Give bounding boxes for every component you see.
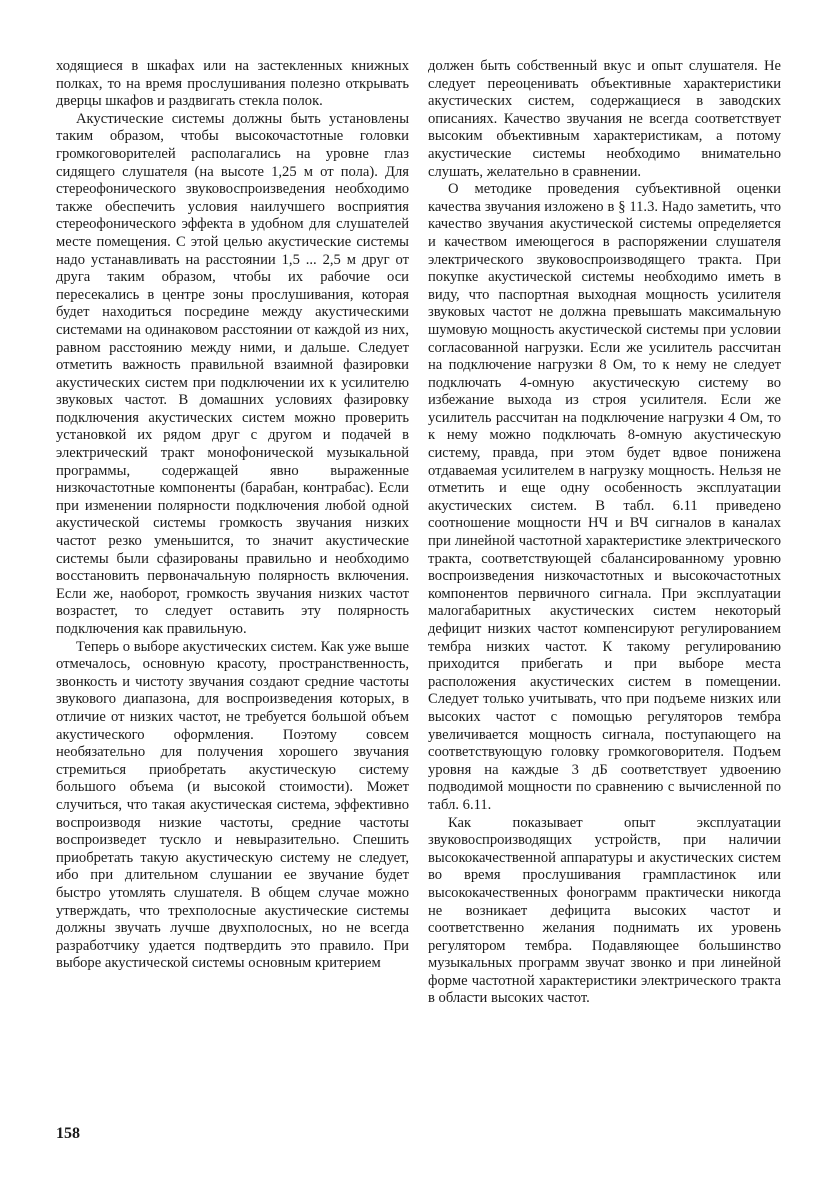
paragraph-speaker-placement: Акустические системы должны быть установлены таким образом, чтобы высокочастотные головки громкоговорителей располагались на уровне глаз сидящего слушателя (на высоте 1,25 м от пола). Для стереофонического звуковоспроизведения необходимо также обеспечить условия наилучшего восприятия стереофонического эффекта в удобном для слушателей месте помещения. С этой целью акустические системы надо устанавливать на расстоянии 1,5 ... 2,5 м друг от друга таким образом, чтобы их рабочие оси пересекались в центре зоны прослушивания, которая будет находиться посредине между акустическими системами на одинаковом расстоянии от каждой из них, равном расстоянию между ними, и дальше. Следует отметить важность правильной взаимной фазировки акустических систем при подключении их к усилителю звуковых частот. В домашних условиях фазировку подключения акустических систем можно проверить установкой их рядом друг с другом и подачей в электрический тракт монофонической музыкальной программы, содержащей явно выраженные низкочастотные компоненты (барабан, контрабас). Если при изменении полярности подключения любой одной акустической системы громкость звучания низких частот резко уменьшится, то значит акустические системы были сфазированы правильно и необходимо восстановить первоначальную полярность включения. Если же, наоборот, громкость звучания низких частот возрастет, то следует оставить эту полярность подключения как правильную.: [56, 110, 409, 637]
paragraph-continuation: ходящиеся в шкафах или на застекленных книжных полках, то на время прослушивания полезно открывать дверцы шкафов и раздвигать стекла полок.: [56, 58, 409, 110]
paragraph-speaker-choice: Теперь о выборе акустических систем. Как уже выше отмечалось, основную красоту, пространственность, звонкость и чистоту звучания создают средние частоты звукового диапазона, для воспроизведения которых, в отличие от низких частот, не требуется большой объем акустического оформления. Поэтому совсем необязательно для получения хорошего звучания стремиться приобретать акустическую систему большого объема (и высокой стоимости). Может случиться, что такая акустическая система, эффективно воспроизводя низкие частоты, средние частоты воспроизведет тускло и невыразительно. Спешить приобретать такую акустическую систему не следует, ибо при длительном слушании ее звучание будет быстро утомлять слушателя. В общем случае можно утверждать, что трехполосные акустические системы должны звучать лучше двухполосных, но не всегда разработчику удается подтвердить это правило. При выборе акустической системы основным критерием: [56, 638, 409, 972]
right-column: [428, 58, 781, 1008]
left-column: [56, 58, 409, 973]
paragraph-listener-taste: должен быть собственный вкус и опыт слушателя. Не следует переоценивать объективные характеристики акустических систем, содержащиеся в заводских описаниях. Качество звучания не всегда соответствует высоким объективным характеристикам, а потому акустические системы необходимо внимательно слушать, желательно в сравнении.: [428, 58, 781, 180]
paragraph-evaluation-method: О методике проведения субъективной оценки качества звучания изложено в § 11.3. Надо заметить, что качество звучания акустической системы определяется и качеством имеющегося в распоряжении слушателя электрического звуковоспроизводящего тракта. При покупке акустической системы необходимо иметь в виду, что паспортная выходная мощность усилителя звуковых частот не должна превышать максимальную шумовую мощность акустической системы при условии согласованной нагрузки. Если же усилитель рассчитан на подключение нагрузки 8 Ом, то к нему не следует подключать 4-омную акустическую систему во избежание выхода из строя усилителя. Если же усилитель рассчитан на подключение нагрузки 4 Ом, то к нему можно подключать 8-омную акустическую систему, правда, при этом будет вдвое понижена отдаваемая усилителем в нагрузку мощность. Нельзя не отметить и еще одну особенность эксплуатации акустических систем. В табл. 6.11 приведено соотношение мощности НЧ и ВЧ сигналов в каналах при линейной частотной характеристике электрического тракта, соответствующей сбалансированному уровню воспроизведения низкочастотных и высокочастотных компонентов первичного сигнала. При эксплуатации малогабаритных акустических систем некоторый дефицит низких частот компенсируют регулированием тембра низких частот. К такому регулированию приходится прибегать и при выборе места расположения акустических систем в помещении. Следует только учитывать, что при подъеме низких или высоких частот с помощью регуляторов тембра увеличивается мощность сигнала, поступающего на соответствующую головку громкоговорителя. Подъем уровня на каждые 3 дБ соответствует удвоению подводимой мощности по сравнению с вычисленной по табл. 6.11.: [428, 181, 781, 813]
page-number: 158: [56, 1125, 80, 1142]
paragraph-operating-experience: Как показывает опыт эксплуатации звуковоспроизводящих устройств, при наличии высококачественной аппаратуры и акустических систем во время прослушивания грампластинок или высококачественных фонограмм практически никогда не возникает дефицита высоких частот и соответственно желания поднимать их уровень регулятором тембра. Подавляющее большинство музыкальных программ звучат звонко и при линейной форме частотной характеристики электрического тракта в области высоких частот.: [428, 814, 781, 1007]
